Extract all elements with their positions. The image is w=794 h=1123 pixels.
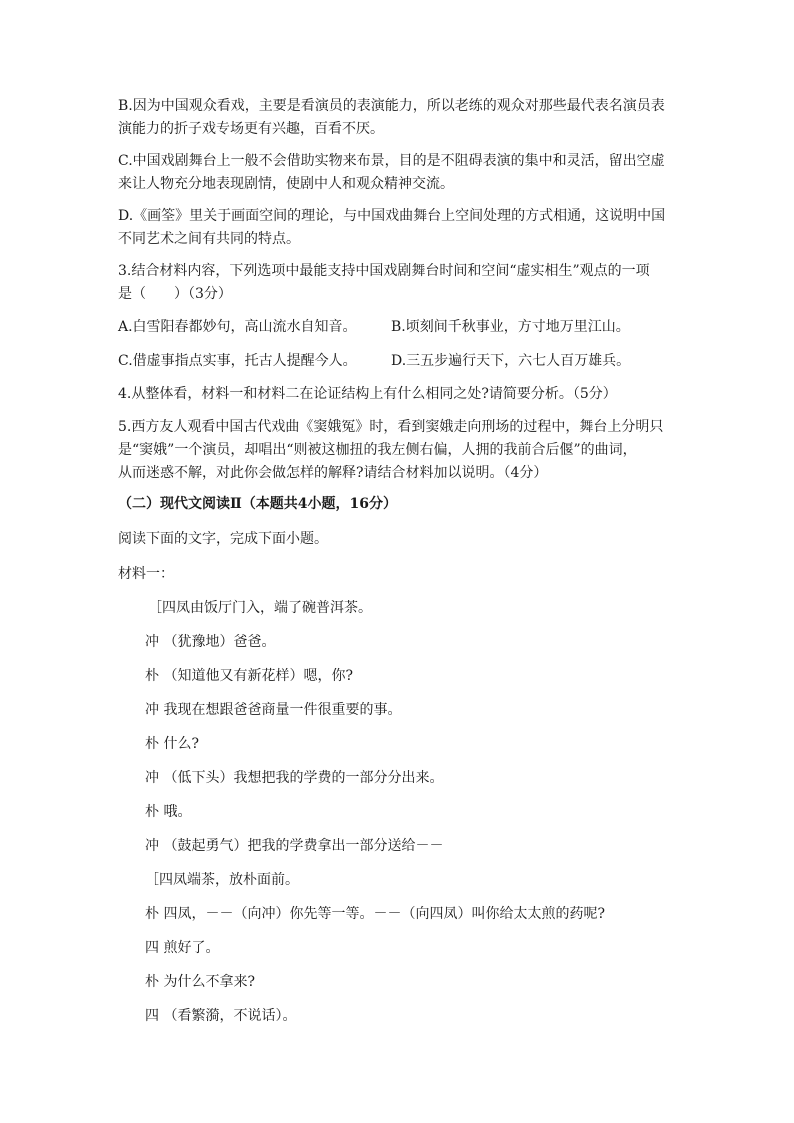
option-b [118, 95, 678, 141]
dialogue-line: 朴 什么? [145, 736, 199, 752]
question-4-text: 4.从整体看，材料一和材料二在论证结构上有什么相同之处?请简要分析。（5分） [118, 386, 617, 402]
option-d [118, 205, 678, 251]
choice-c: C.借虚事指点实事，托古人提醒今人。 [118, 353, 357, 369]
question-3-line-1: 3.结合材料内容，下列选项中最能支持中国戏剧舞台时间和空间“虚实相生”观点的一项 [118, 263, 650, 279]
script-line [145, 835, 705, 858]
script-line [145, 767, 705, 790]
section-heading [118, 493, 678, 516]
question-5-line-3: 从而迷惑不解，对此你会做怎样的解释?请结合材料加以说明。（4分） [118, 465, 548, 481]
reading-instruction [118, 528, 678, 551]
question-3-line-2: 是（ ）（3分） [118, 286, 232, 302]
dialogue-line: 冲 （鼓起勇气）把我的学费拿出一部分送给－－ [145, 838, 444, 854]
section-2-heading: （二）现代文阅读Ⅱ（本题共4小题，16分） [118, 496, 398, 512]
dialogue-line: 冲 （低下头）我想把我的学费的一部分分出来。 [145, 770, 444, 786]
material-label [118, 563, 678, 586]
script-line [145, 733, 705, 756]
dialogue-line: 四 煎好了。 [145, 940, 220, 956]
instruction-text: 阅读下面的文字，完成下面小题。 [118, 531, 328, 547]
dialogue-line: 朴 （知道他又有新花样）嗯，你? [145, 668, 353, 684]
choice-a: A.白雪阳春都妙句，高山流水自知音。 [118, 319, 357, 335]
question-3 [118, 260, 678, 306]
script-line [145, 631, 705, 654]
script-line [145, 801, 705, 824]
dialogue-line: 冲 （犹豫地）爸爸。 [145, 634, 276, 650]
dialogue-line: 四 （看繁漪，不说话）。 [145, 1008, 297, 1024]
dialogue-line: 朴 哦。 [145, 804, 192, 820]
script-line [145, 937, 705, 960]
dialogue-line: 朴 为什么不拿来? [145, 974, 255, 990]
question-5-line-2: 是“窦娥”一个演员，却唱出“则被这枷扭的我左侧右偏，人拥的我前合后偃”的曲词， [118, 442, 637, 458]
dialogue-line: 朴 四凤，－－（向冲）你先等一等。－－（向四凤）叫你给太太煎的药呢? [145, 906, 605, 922]
question-3-choices-row-2 [118, 350, 678, 373]
question-5-line-1: 5.西方友人观看中国古代戏曲《窦娥冤》时，看到窦娥走向刑场的过程中，舞台上分明只 [118, 419, 664, 435]
script-line [145, 903, 705, 926]
option-c-line-2: 来让人物充分地表现剧情，使剧中人和观众精神交流。 [118, 176, 454, 192]
script-line [145, 869, 705, 892]
question-5 [118, 416, 678, 485]
choice-d: D.三五步遍行天下，六七人百万雄兵。 [391, 353, 631, 369]
choice-b: B.顷刻间千秋事业，方寸地万里江山。 [391, 319, 630, 335]
stage-direction: ［四凤由饭厅门入，端了碗普洱茶。 [148, 600, 372, 616]
script-line [145, 665, 705, 688]
script-line [145, 1005, 705, 1028]
stage-direction: ［四凤端茶，放朴面前。 [145, 872, 299, 888]
option-b-line-2: 演能力的折子戏专场更有兴趣，百看不厌。 [118, 121, 384, 137]
option-d-line-1: D.《画筌》里关于画面空间的理论，与中国戏曲舞台上空间处理的方式相通，这说明中国 [118, 208, 666, 224]
question-3-choices-row-1 [118, 316, 678, 339]
option-b-line-1: B.因为中国观众看戏，主要是看演员的表演能力，所以老练的观众对那些最代表名演员表 [118, 98, 665, 114]
dialogue-line: 冲 我现在想跟爸爸商量一件很重要的事。 [145, 702, 402, 718]
option-c-line-1: C.中国戏剧舞台上一般不会借助实物来布景，目的是不阻碍表演的集中和灵活，留出空虚 [118, 153, 665, 169]
script-line [148, 597, 708, 620]
script-line [145, 971, 705, 994]
material-one-label: 材料一： [118, 566, 174, 582]
option-c [118, 150, 678, 196]
question-4 [118, 383, 678, 406]
script-line [145, 699, 705, 722]
option-d-line-2: 不同艺术之间有共同的特点。 [118, 231, 300, 247]
